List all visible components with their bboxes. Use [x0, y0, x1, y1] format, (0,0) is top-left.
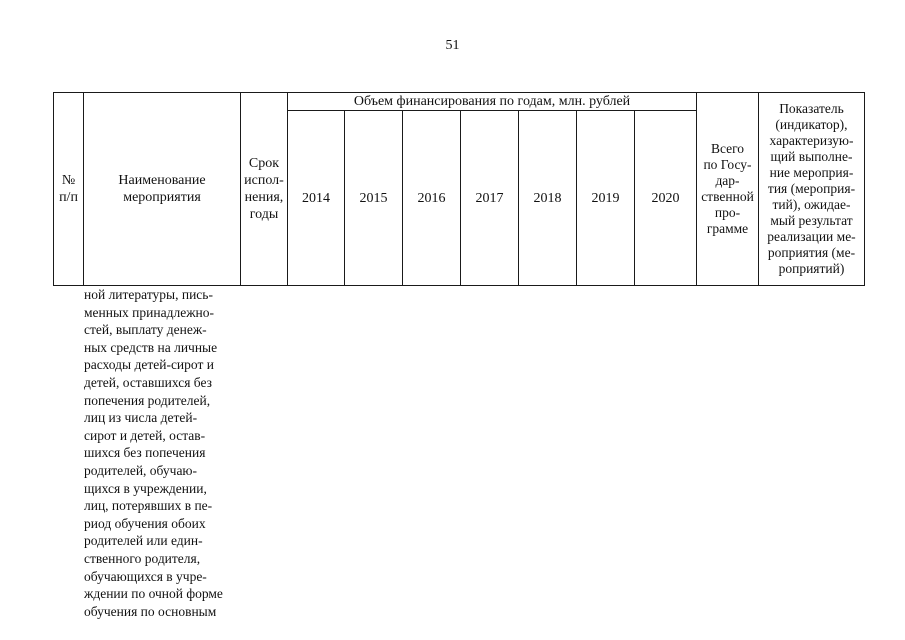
- header-number: № п/п: [54, 93, 84, 286]
- header-total-program: Всего по Госу- дар- ственной про- грамме: [697, 93, 759, 286]
- header-event-name: Наименование мероприятия: [84, 93, 241, 286]
- page-number: 51: [445, 38, 460, 53]
- header-year: 2017: [461, 111, 519, 286]
- header-year: 2018: [519, 111, 577, 286]
- header-indicator: Показатель (индикатор), характеризую- щий выполне- ние мероприя- тия (мероприя- тий), ожидае- мый результат реализации ме- роприятия (ме- роприятий): [759, 93, 865, 286]
- header-year: 2016: [403, 111, 461, 286]
- header-year: 2014: [288, 111, 345, 286]
- financing-table-header: [53, 92, 865, 286]
- event-name-continued-text: ной литературы, пись- менных принадлежно- стей, выплату денеж- ных средств на личные расходы детей-сирот и детей, оставшихся без попечения родителей, лиц из числа детей- сирот и детей, остав- шихся без попечения родителей, обучаю- щихся в учреждении, лиц, потерявших в пе- риод обучения обоих родителей или един- ственного родителя, обучающихся в учре- ждении по очной форме обучения по основным: [84, 287, 223, 619]
- header-term: Срок испол- нения, годы: [241, 93, 288, 286]
- header-year: 2015: [345, 111, 403, 286]
- header-year: 2019: [577, 111, 635, 286]
- header-financing-by-year: Объем финансирования по годам, млн. рублей: [288, 93, 697, 111]
- header-year: 2020: [635, 111, 697, 286]
